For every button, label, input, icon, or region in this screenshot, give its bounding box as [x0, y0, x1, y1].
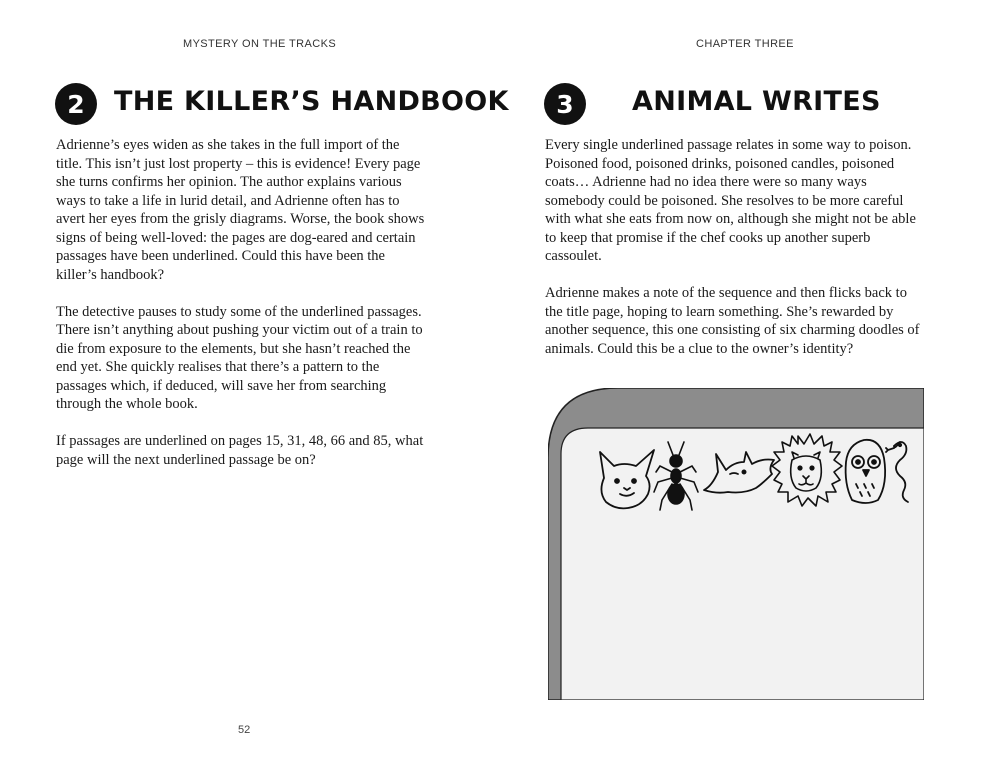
tablet-illustration: [548, 388, 924, 700]
puzzle-number-badge: 3: [544, 83, 586, 125]
right-page: [498, 0, 996, 761]
running-head: CHAPTER THREE: [696, 38, 794, 50]
paragraph: Adrienne’s eyes widen as she takes in the full import of the title. This isn’t just lost property – this is evidence! Every page she turns confirms her opinion. The author explains various ways to take a life in lurid detail, and Adrienne often has to avert her eyes from the grisly diagrams. Worse, the book shows signs of being well-loved: the pages are dog-eared and certain passages have been underlined. Could this have been the killer’s handbook?: [56, 137, 425, 283]
puzzle-title: THE KILLER’S HANDBOOK: [114, 86, 509, 117]
running-head: MYSTERY ON THE TRACKS: [183, 38, 337, 50]
page-number: 52: [238, 724, 251, 736]
paragraph: The detective pauses to study some of the underlined passages. There isn’t anything about pushing your victim out of a train to die from exposure to the elements, but she hasn’t reached the end yet. She quickly realises that there’s a pattern to the passages which, if deduced, will save her from searching through the whole book.: [56, 303, 423, 412]
paragraph: Every single underlined passage relates in some way to poison. Poisoned food, poisoned drinks, poisoned candles, poisoned coats… Adrienne had no idea there were so many ways somebody could be poisoned. She resolves to be more careful with what she eats from now on, although she might not be able to keep that promise if the chef cooks up another superb cassoulet.: [545, 137, 916, 264]
puzzle-title: ANIMAL WRITES: [632, 86, 881, 117]
paragraph: If passages are underlined on pages 15, 31, 48, 66 and 85, what page will the next underlined passage be on?: [56, 433, 424, 468]
paragraph: Adrienne makes a note of the sequence and then flicks back to the title page, hoping to learn something. She’s rewarded by another sequence, this one consisting of six charming doodles of animals. Could this be a clue to the owner’s identity?: [545, 285, 920, 357]
tablet-screen: [561, 428, 924, 700]
body-text: [545, 136, 925, 377]
puzzle-number-badge: 2: [55, 83, 97, 125]
body-text: [56, 136, 428, 488]
